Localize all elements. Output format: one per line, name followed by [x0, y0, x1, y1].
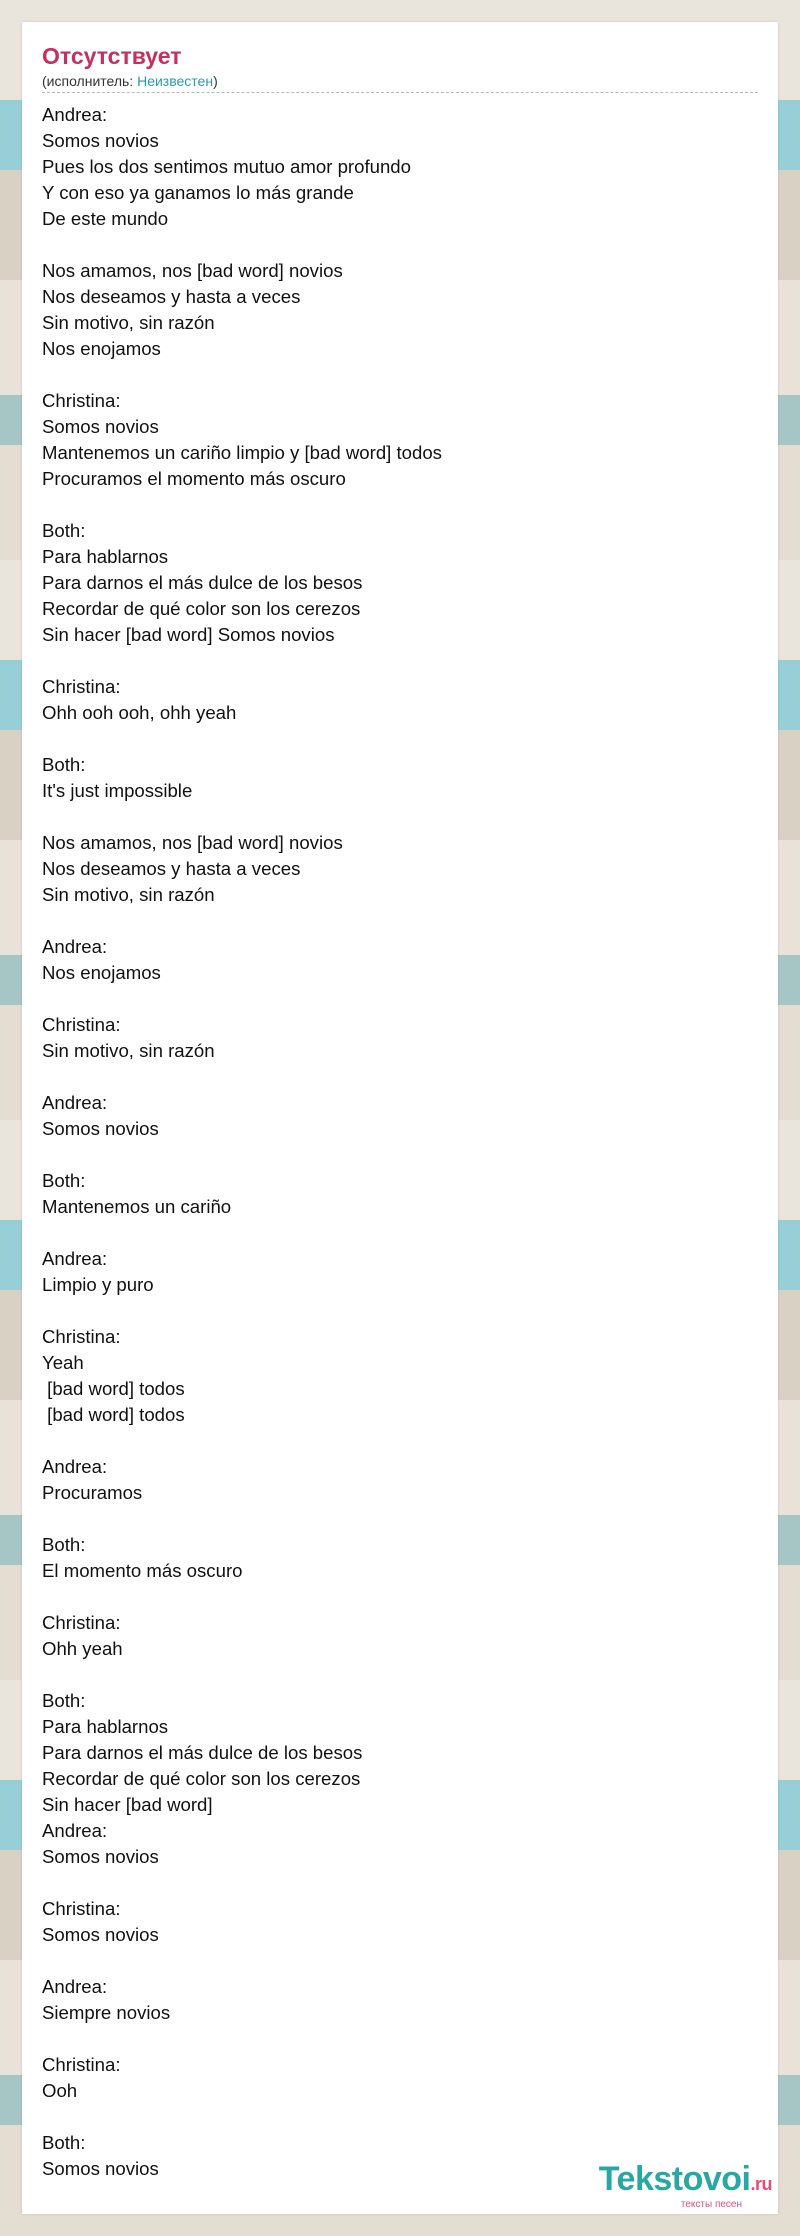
logo-tagline: тексты песен — [680, 2199, 742, 2210]
artist-line — [42, 72, 758, 90]
logo-wordmark — [599, 2162, 772, 2201]
artist-link[interactable]: Неизвестен — [137, 73, 214, 89]
lyrics-card — [22, 22, 778, 2214]
song-title: Отсутствует — [42, 43, 182, 69]
logo-name: Tekstovoi — [598, 2160, 751, 2198]
lyrics-text: Andrea: Somos novios Pues los dos sentimos mutuo amor profundo Y con eso ya ganamos lo más grande De este mundo Nos amamos, nos [bad word] novios Nos deseamos y hasta a veces Sin motivo, sin razón Nos enojamos Christina: Somos novios Mantenemos un cariño limpio y [bad word] todos Procuramos el momento más oscuro Both: Para hablarnos Para darnos el más dulce de los besos Recordar de qué color son los cerezos Sin hacer [bad word] Somos novios Christina: Ohh ooh ooh, ohh yeah Both: It's just impossible Nos amamos, nos [bad word] novios Nos deseamos y hasta a veces Sin motivo, sin razón Andrea: Nos enojamos Christina: Sin motivo, sin razón Andrea: Somos novios Both: Mantenemos un cariño Andrea: Limpio y puro Christina: Yeah [bad word] todos [bad word] todos Andrea: Procuramos Both: El momento más oscuro Christina: Ohh yeah Both: Para hablarnos Para darnos el más dulce de los besos Recordar de qué color son los cerezos Sin hacer [bad word] Andrea: Somos novios Christina: Somos novios Andrea: Siempre novios Christina: Ooh Both: Somos novios — [42, 104, 442, 2179]
logo-tld: .ru — [750, 2174, 772, 2194]
artist-suffix: ) — [213, 73, 218, 89]
site-logo[interactable] — [599, 2162, 772, 2210]
song-header — [42, 42, 758, 93]
artist-prefix: (исполнитель: — [42, 73, 138, 89]
